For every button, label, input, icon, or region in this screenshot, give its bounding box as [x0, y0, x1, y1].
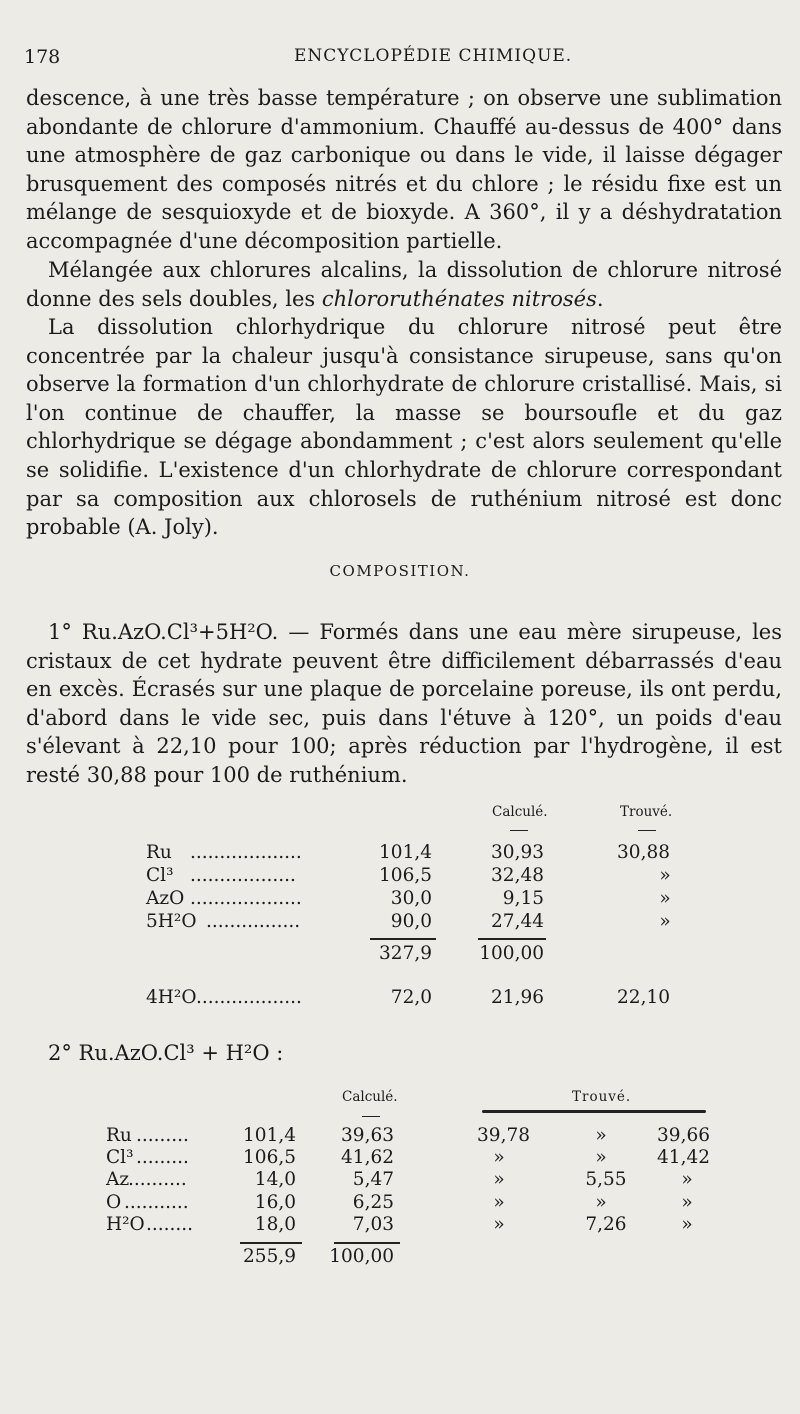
- table1-extra-calc: 21,96: [491, 987, 544, 1008]
- table1-header-dash: [638, 830, 656, 831]
- table1-row-label: Ru: [146, 842, 172, 863]
- section-title: COMPOSITION.: [329, 562, 471, 580]
- table1-row-calc: 32,48: [491, 865, 544, 886]
- table1-row-calc: 9,15: [502, 888, 544, 909]
- table1-total-rule: [370, 938, 436, 940]
- running-title: ENCYCLOPÉDIE CHIMIQUE.: [294, 46, 573, 66]
- table2-row-trouve-1: »: [493, 1147, 505, 1168]
- table2-row-trouve-3: »: [681, 1169, 693, 1190]
- table2-row-calc: 41,62: [341, 1147, 394, 1168]
- table2-row-value: 14,0: [254, 1169, 296, 1190]
- table1-row-value: 106,5: [379, 865, 432, 886]
- table2-row-dots: ..........: [128, 1169, 187, 1190]
- table1-row-dots: ...................: [190, 888, 302, 909]
- table1-row-value: 101,4: [379, 842, 432, 863]
- table2-row-label: Ru: [106, 1125, 132, 1146]
- table2-header-dash: [362, 1116, 380, 1117]
- table1-row-dots: ...................: [190, 842, 302, 863]
- table2-row-label: H²O: [106, 1214, 145, 1235]
- table2-row-trouve-2: 5,55: [585, 1169, 627, 1190]
- formula-2: 2° Ru.AzO.Cl³ + H²O :: [48, 1041, 284, 1065]
- paragraph-2-end: .: [596, 286, 604, 311]
- table1-extra-value: 72,0: [390, 987, 432, 1008]
- table2-row-value: 18,0: [254, 1214, 296, 1235]
- table2-row-label: Cl³: [106, 1147, 134, 1168]
- table2-row-calc: 7,03: [352, 1214, 394, 1235]
- table1-row-calc: 27,44: [491, 911, 544, 932]
- table2-row-trouve-2: »: [595, 1147, 607, 1168]
- paragraph-2-emphasis: chlororuthénates nitrosés: [321, 286, 597, 311]
- table2-total-calc: 100,00: [329, 1246, 394, 1267]
- table2-total-rule: [334, 1242, 400, 1244]
- table1-row-label: AzO: [146, 888, 185, 909]
- table1-row-dots: ................: [206, 911, 301, 932]
- table1-total-calc: 100,00: [479, 943, 544, 964]
- page-number: 178: [24, 46, 61, 68]
- table2-row-trouve-3: »: [681, 1192, 693, 1213]
- table2-row-trouve-1: »: [493, 1192, 505, 1213]
- table1-row-label: 5H²O: [146, 911, 197, 932]
- table1-extra-found: 22,10: [617, 987, 670, 1008]
- table2-row-label: Az: [106, 1169, 130, 1190]
- table2-row-value: 106,5: [243, 1147, 296, 1168]
- table1-row-found: »: [659, 888, 671, 909]
- formula-1: 1° Ru.AzO.Cl³+5H²O.: [48, 620, 279, 644]
- table2-row-trouve-3: 39,66: [657, 1125, 710, 1146]
- table2-row-trouve-2: »: [595, 1125, 607, 1146]
- table2-trouve-brace: [482, 1110, 706, 1113]
- table2-total-value: 255,9: [243, 1246, 296, 1267]
- table2-row-value: 101,4: [243, 1125, 296, 1146]
- table2-total-rule: [240, 1242, 302, 1244]
- table1-header-trouve: Trouvé.: [620, 804, 673, 820]
- table1-row-calc: 30,93: [491, 842, 544, 863]
- paragraph-1: descence, à une très basse température ; on observe une sublimation abondante de chlorure d'ammonium. Chauffé au-dessus de 400° dans une atmosphère de gaz carbonique ou dans le vide, il laisse dégager brusquement des composés nitrés et du chlore ; le résidu fixe est un mélange de sesquioxyde et de bioxyde. A 360°, il y a déshydratation accompagnée d'une décomposition partielle.: [26, 86, 782, 253]
- table1-row-value: 30,0: [390, 888, 432, 909]
- table2-row-trouve-3: »: [681, 1214, 693, 1235]
- table2-row-calc: 5,47: [352, 1169, 394, 1190]
- table1-row-label: Cl³: [146, 865, 174, 886]
- table1-header-dash: [510, 830, 528, 831]
- table2-row-trouve-2: »: [595, 1192, 607, 1213]
- table2-row-dots: .........: [136, 1147, 189, 1168]
- table1-row-found: »: [659, 911, 671, 932]
- table1-total-rule: [478, 938, 546, 940]
- paragraph-3-text: La dissolution chlorhydrique du chlorure nitrosé peut être concentrée par la chaleur jusqu'à consistance sirupeuse, sans qu'on observe la formation d'un chlorhydrate de chlorure cristallisé. Mais, si l'on continue de chauffer, la masse se boursoufle et du gaz chlorhydrique se dégage abondamment ; c'est alors seulement qu'elle se solidifie. L'existence d'un chlorhydrate de chlorure correspondant par sa composition aux chlorosels de ruthénium nitrosé est donc probable (A. Joly).: [26, 315, 782, 540]
- table2-row-calc: 39,63: [341, 1125, 394, 1146]
- table2-row-trouve-1: »: [493, 1169, 505, 1190]
- table1-row-value: 90,0: [390, 911, 432, 932]
- table2-row-trouve-1: »: [493, 1214, 505, 1235]
- table1-extra-label: 4H²O: [146, 987, 197, 1008]
- table1-extra-dots: ..................: [196, 987, 302, 1008]
- table1-row-found: »: [659, 865, 671, 886]
- table2-row-calc: 6,25: [352, 1192, 394, 1213]
- table2-row-label: O: [106, 1192, 122, 1213]
- table2-row-value: 16,0: [254, 1192, 296, 1213]
- paragraph-3: [26, 313, 782, 542]
- page-header: [24, 46, 770, 76]
- table2-header-trouve: Trouvé.: [572, 1089, 632, 1105]
- paragraph-2-text: Mélangée aux chlorures alcalins, la dissolution de chlorure nitrosé donne des sels doubles, les: [26, 258, 782, 311]
- table2-row-dots: ........: [146, 1214, 194, 1235]
- table1-header-calcule: Calculé.: [492, 804, 548, 820]
- paragraph-4-text: — Formés dans une eau mère sirupeuse, les cristaux de cet hydrate peuvent être difficilement débarrassés d'eau en excès. Écrasés sur une plaque de porcelaine poreuse, ils ont perdu, d'abord dans le vide sec, puis dans l'étuve à 120°, un poids d'eau s'élevant à 22,10 pour 100; après réduction par l'hydrogène, il est resté 30,88 pour 100 de ruthénium.: [26, 620, 782, 787]
- table1-row-found: 30,88: [617, 842, 670, 863]
- table1-total-value: 327,9: [379, 943, 432, 964]
- paragraph-4: [26, 618, 782, 790]
- table2-row-trouve-3: 41,42: [657, 1147, 710, 1168]
- table2-row-dots: .........: [136, 1125, 189, 1146]
- table2-row-trouve-1: 39,78: [477, 1125, 530, 1146]
- table2-row-dots: ...........: [124, 1192, 189, 1213]
- paragraph-2: [26, 256, 782, 313]
- table2-header-calcule: Calculé.: [342, 1089, 398, 1105]
- table1-row-dots: ..................: [190, 865, 296, 886]
- table2-row-trouve-2: 7,26: [585, 1214, 627, 1235]
